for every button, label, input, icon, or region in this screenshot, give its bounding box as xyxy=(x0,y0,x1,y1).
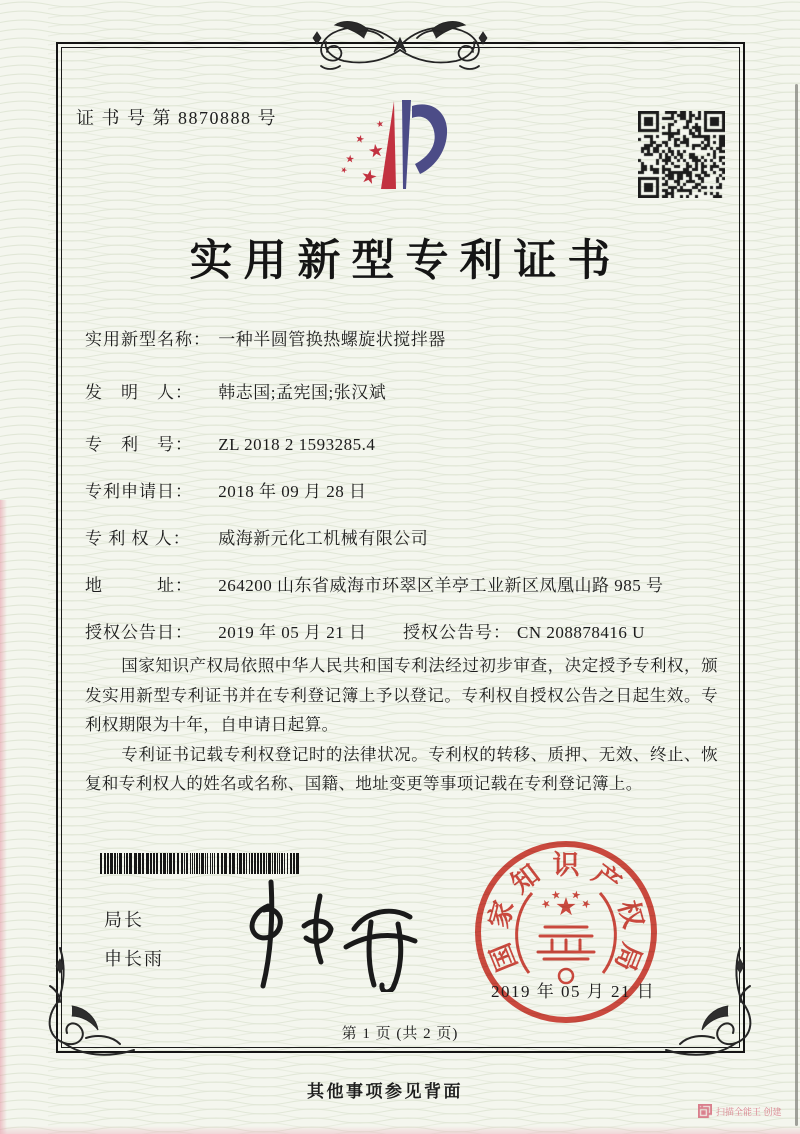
field-label: 专 利 号： xyxy=(85,435,193,454)
watermark-qr-icon xyxy=(698,1104,712,1118)
svg-text:家: 家 xyxy=(483,897,520,932)
cnipa-logo xyxy=(338,96,450,200)
field-address xyxy=(85,571,745,596)
field-label: 专利申请日： xyxy=(85,482,193,501)
legal-text xyxy=(85,651,718,799)
director-block xyxy=(104,906,164,971)
svg-text:知: 知 xyxy=(505,858,546,899)
svg-text:产: 产 xyxy=(586,858,627,899)
watermark-text: 扫描全能王 创建 xyxy=(716,1106,782,1117)
field-inventors xyxy=(85,378,745,403)
field-value: 264200 山东省威海市环翠区羊亭工业新区凤凰山路 985 号 xyxy=(218,576,664,595)
field-label: 实用新型名称： xyxy=(85,330,211,349)
scan-edge-shadow xyxy=(795,84,798,1126)
field-label: 授权公告日： xyxy=(85,623,193,642)
scanner-watermark xyxy=(698,1104,782,1118)
director-title: 局长 xyxy=(104,910,144,930)
field-patent-number xyxy=(85,430,745,455)
field-value: 一种半圆管换热螺旋状搅拌器 xyxy=(218,330,446,349)
qr-code xyxy=(638,111,725,198)
certificate-title: 实用新型专利证书 xyxy=(189,238,622,285)
field-value: 威海新元化工机械有限公司 xyxy=(218,529,429,548)
svg-text:局: 局 xyxy=(609,938,648,976)
logo-stars xyxy=(340,120,384,185)
seal-date: 2019 年 05 月 21 日 xyxy=(491,982,656,1001)
field-value: 2019 年 05 月 21 日 xyxy=(218,623,367,642)
barcode xyxy=(100,853,304,874)
scan-edge-tint-bottom xyxy=(0,1126,800,1134)
field-grant-number xyxy=(403,618,645,643)
svg-text:国: 国 xyxy=(484,938,523,976)
page-number: 第 1 页 (共 2 页) xyxy=(341,1026,459,1042)
field-value: ZL 2018 2 1593285.4 xyxy=(218,435,376,454)
field-label: 授权公告号： xyxy=(403,623,511,642)
field-label: 专 利 权 人： xyxy=(85,529,191,548)
legal-paragraph-1: 国家知识产权局依照中华人民共和国专利法经过初步审查，决定授予专利权，颁发实用新型专利证书并在专利登记簿上予以登记。专利权自授权公告之日起生效。专利权期限为十年，自申请日起算。 xyxy=(85,656,718,734)
field-patentee xyxy=(85,524,745,549)
certificate-number: 证 书 号 第 8870888 号 xyxy=(76,108,277,128)
field-value: CN 208878416 U xyxy=(517,623,645,642)
svg-text:识: 识 xyxy=(552,850,580,880)
back-side-note: 其他事项参见背面 xyxy=(307,1082,463,1101)
legal-paragraph-2: 专利证书记载专利权登记时的法律状况。专利权的转移、质押、无效、终止、恢复和专利权人的姓名或名称、国籍、地址变更等事项记载在专利登记簿上。 xyxy=(85,744,718,793)
top-flourish-ornament xyxy=(280,16,520,74)
field-filing-date xyxy=(85,477,745,502)
national-emblem xyxy=(517,890,616,983)
director-name: 申长雨 xyxy=(104,949,164,969)
field-grant-date-and-number xyxy=(85,618,745,643)
field-label: 地 址： xyxy=(85,576,193,595)
director-signature xyxy=(216,874,428,992)
official-seal xyxy=(466,832,666,1032)
field-value: 韩志国;孟宪国;张汉斌 xyxy=(218,383,387,402)
field-label: 发 明 人： xyxy=(85,383,193,402)
field-utility-model-name xyxy=(85,325,745,350)
scan-edge-tint-left xyxy=(0,500,7,1134)
svg-text:权: 权 xyxy=(612,897,649,932)
field-value: 2018 年 09 月 28 日 xyxy=(218,482,367,501)
